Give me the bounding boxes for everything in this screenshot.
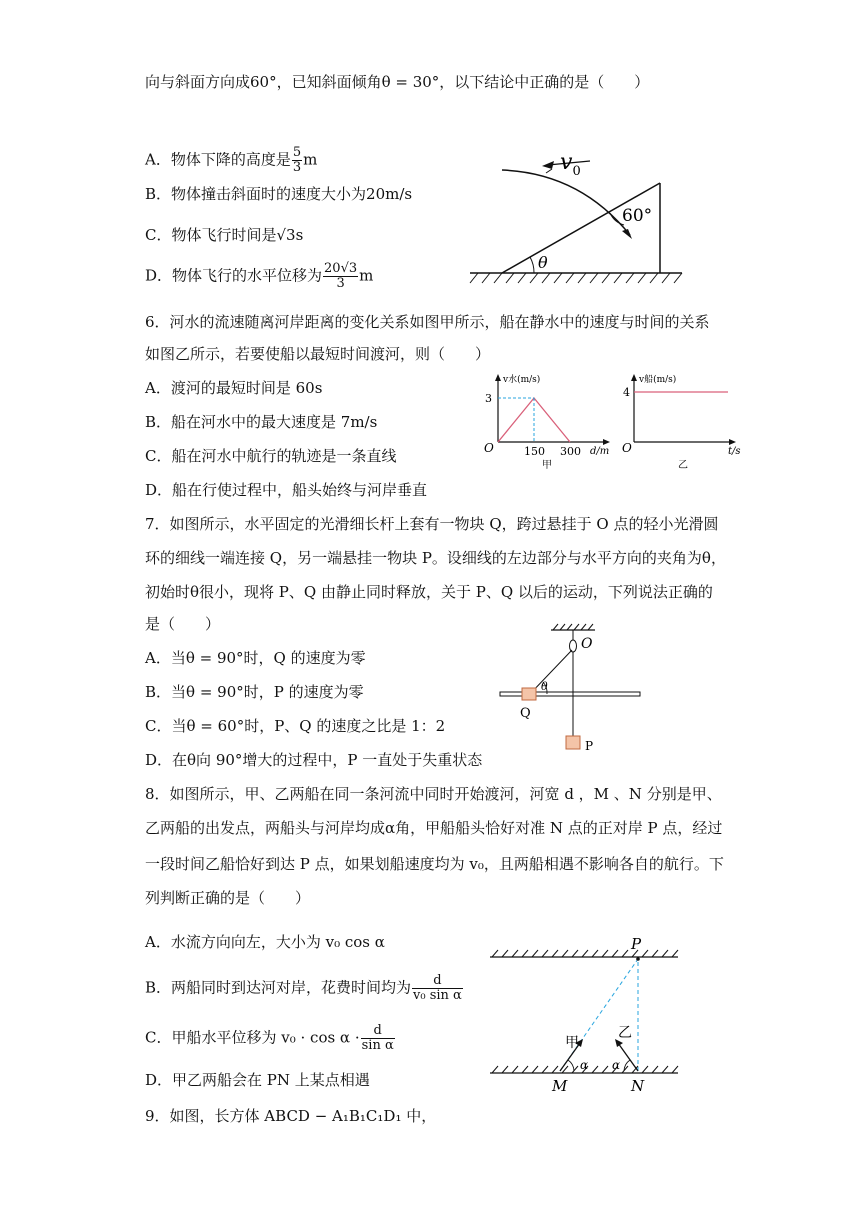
yi-origin: O	[622, 441, 632, 455]
q9-line1: 9．如图，长方体 ABCD − A₁B₁C₁D₁ 中，	[145, 1107, 437, 1125]
label-N: N	[631, 1077, 645, 1095]
q5-option-b: B．物体撞击斜面时的速度大小为20m/s	[145, 185, 413, 203]
q8-option-d: D．甲乙两船会在 PN 上某点相遇	[145, 1071, 370, 1089]
jia-caption: 甲	[542, 460, 552, 471]
q8-option-a: A．水流方向向左，大小为 v₀ cos α	[145, 933, 385, 951]
label-jia: 甲	[565, 1035, 579, 1051]
trajectory	[502, 170, 630, 235]
q5-stem-tail: 向与斜面方向成60°，已知斜面倾角θ = 30°，以下结论中正确的是（ ）	[145, 73, 650, 91]
label-P: P	[585, 739, 594, 753]
q7-line4: 是（ ）	[145, 615, 221, 633]
block-Q	[522, 688, 536, 700]
label-Q: Q	[520, 706, 531, 721]
q5-option-d: D．物体飞行的水平位移为 $\frac{20√3}{3}$ m	[145, 261, 374, 291]
rod	[500, 692, 640, 696]
label-alpha-left: α	[580, 1058, 589, 1072]
q7-option-c: C．当θ = 60°时，P、Q 的速度之比是 1：2	[145, 717, 446, 735]
q5-incline-figure	[460, 145, 690, 290]
q6-graph-jia	[478, 370, 618, 470]
yi-ylabel: v船(m/s)	[639, 375, 677, 385]
yi-caption: 乙	[678, 460, 688, 471]
q6-option-c: C．船在河水中航行的轨迹是一条直线	[145, 447, 397, 465]
q7-line3: 初始时θ很小，现将 P、Q 由静止同时释放，关于 P、Q 以后的运动，下列说法正确的	[145, 583, 713, 601]
q6-option-a: A．渡河的最短时间是 60s	[145, 379, 323, 397]
q8-river-figure	[488, 935, 683, 1095]
q8-line1: 8．如图所示，甲、乙两船在同一条河流中同时开始渡河，河宽 d ，M 、N 分别是甲、	[145, 785, 722, 803]
label-M: M	[552, 1077, 568, 1095]
label-O: O	[581, 636, 593, 652]
incline-slope	[502, 183, 660, 273]
q6-line2: 如图乙所示，若要使船以最短时间渡河，则（ ）	[145, 345, 491, 363]
jia-xtick-150: 150	[524, 445, 545, 458]
q7-line1: 7．如图所示，水平固定的光滑细长杆上套有一物块 Q，跨过悬挂于 O 点的轻小光滑圆	[145, 515, 719, 533]
q6-graph-yi	[620, 370, 750, 470]
q7-pulley-figure	[495, 622, 645, 762]
yi-xlabel: t/s	[728, 446, 741, 457]
label-alpha-right: α	[612, 1058, 621, 1072]
theta-label: θ	[538, 253, 548, 272]
q8-b-fraction: $\frac{d}{\text{v₀ sin α}}$	[413, 973, 462, 1003]
label-P: P	[631, 935, 642, 953]
jia-ytick: 3	[485, 392, 492, 405]
angle-60-label: 60°	[622, 206, 653, 226]
block-P	[566, 736, 580, 749]
v0-label: $v_0$	[560, 150, 581, 179]
q5-d-fraction: $\frac{20√3}{3}$	[324, 261, 358, 291]
q6-option-d: D．船在行使过程中，船头始终与河岸垂直	[145, 481, 428, 499]
jia-xtick-300: 300	[560, 445, 581, 458]
q8-option-b: B．两船同时到达河对岸，花费时间均为 $\frac{d}{\text{v₀ sin α}}$	[145, 973, 462, 1003]
q8-line4: 列判断正确的是（ ）	[145, 889, 311, 907]
q8-line2: 乙两船的出发点，两船头与河岸均成α角，甲船船头恰好对准 N 点的正对岸 P 点，经过	[145, 819, 723, 837]
q7-option-b: B．当θ = 90°时，P 的速度为零	[145, 683, 364, 701]
q5-a-fraction: $\frac{5}{3}$	[292, 145, 302, 175]
ring	[570, 640, 577, 652]
jia-xlabel: d/m	[590, 446, 610, 457]
q6-line1: 6．河水的流速随离河岸距离的变化关系如图甲所示，船在静水中的速度与时间的关系	[145, 313, 710, 331]
yi-ytick: 4	[623, 386, 630, 399]
q7-option-a: A．当θ = 90°时，Q 的速度为零	[145, 649, 366, 667]
jia-ylabel: v水(m/s)	[503, 375, 541, 385]
q7-option-d: D．在θ向 90°增大的过程中，P 一直处于失重状态	[145, 751, 483, 769]
jia-origin: O	[484, 441, 494, 455]
q5-option-a: A．物体下降的高度是 $\frac{5}{3}$ m	[145, 145, 318, 175]
q7-line2: 环的细线一端连接 Q，另一端悬挂一物块 P。设细线的左边部分与水平方向的夹角为θ，	[145, 549, 726, 567]
arrow-yi	[618, 1043, 638, 1071]
label-theta: θ	[541, 680, 548, 693]
q8-line3: 一段时间乙船恰好到达 P 点，如果划船速度均为 v₀，且两船相遇不影响各自的航行。下	[145, 855, 724, 873]
q8-c-fraction: $\frac{d}{\text{sin α}}$	[361, 1023, 394, 1053]
q8-option-c: C．甲船水平位移为 v₀ · cos α · $\frac{d}{\text{sin α}}$	[145, 1023, 394, 1053]
q6-option-b: B．船在河水中的最大速度是 7m/s	[145, 413, 378, 431]
q5-option-c: C．物体飞行时间是√3s	[145, 226, 304, 244]
label-yi: 乙	[618, 1025, 632, 1041]
